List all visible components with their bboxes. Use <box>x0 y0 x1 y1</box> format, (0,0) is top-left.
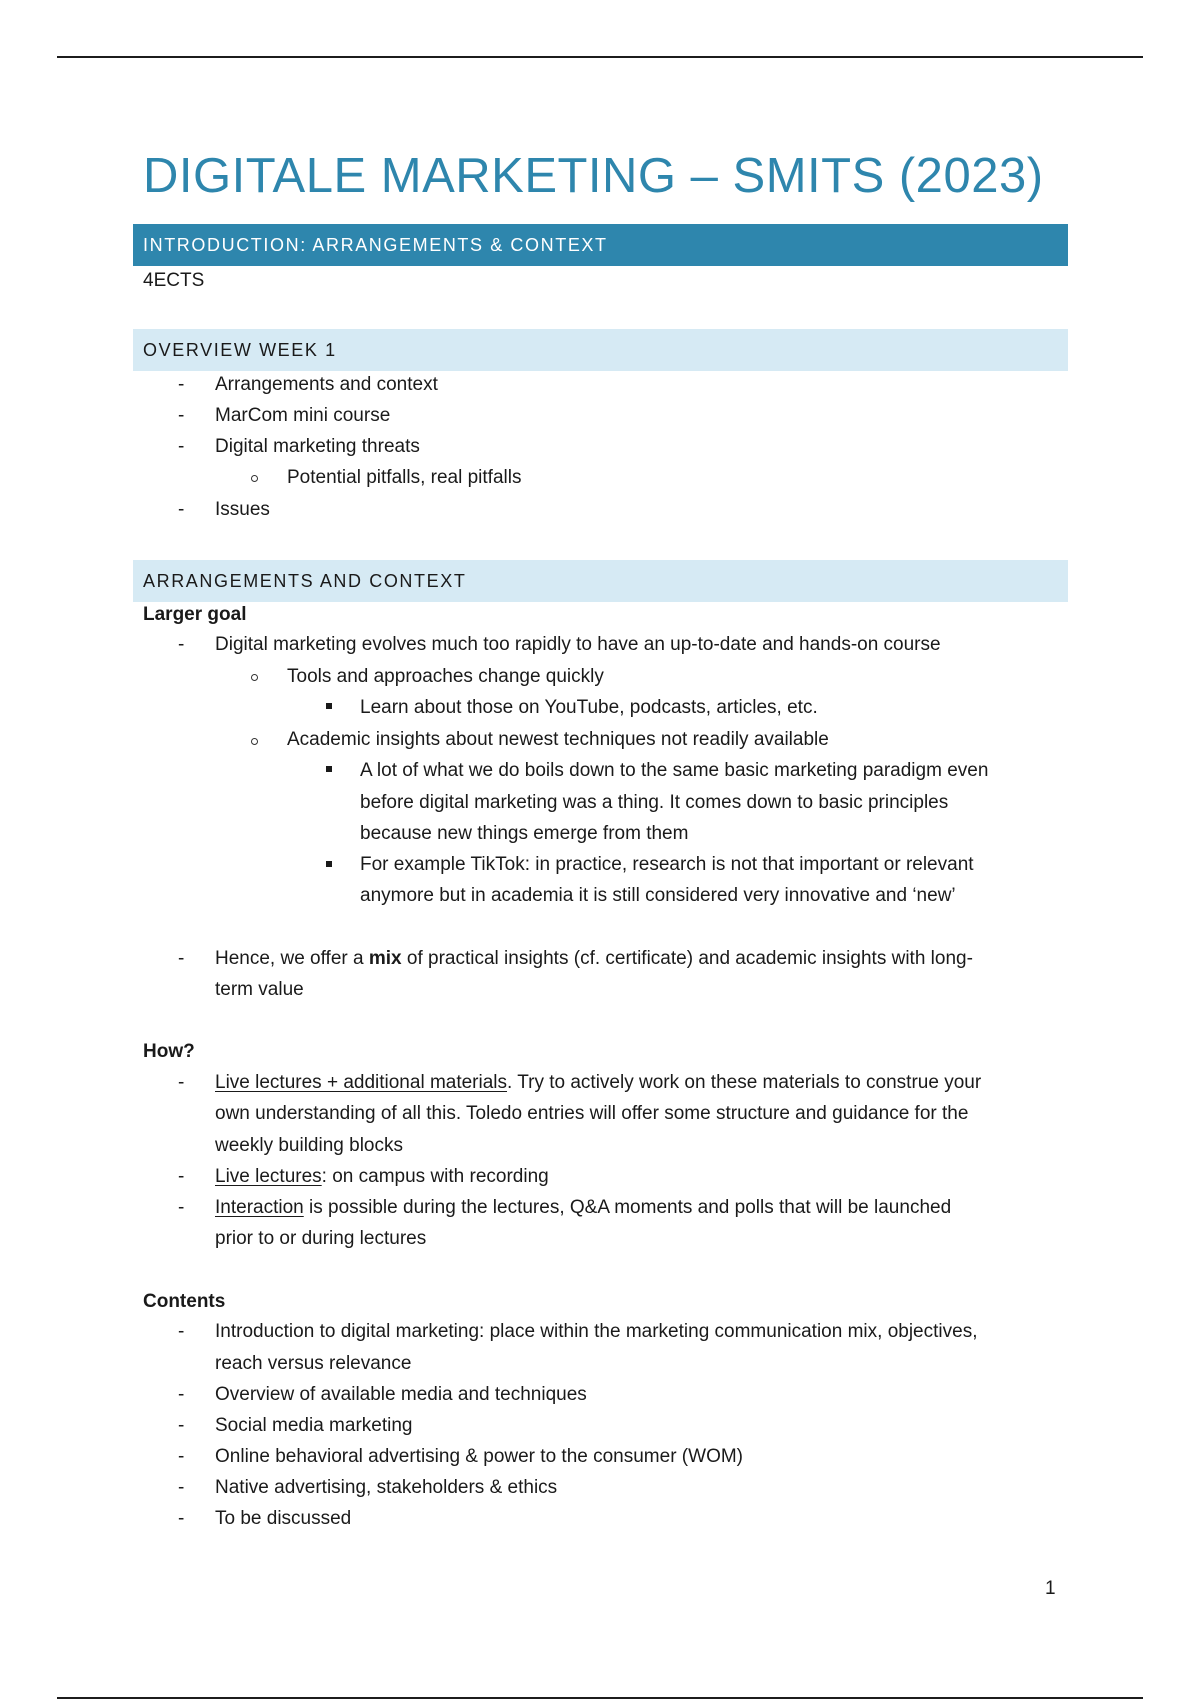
document-title: DIGITALE MARKETING – SMITS (2023) <box>143 149 1044 203</box>
list-item-line <box>215 1067 981 1098</box>
dash-bullet: - <box>178 634 185 655</box>
text-run: . Try to actively work on these materials to construe your <box>507 1072 982 1093</box>
list-item: Arrangements and context <box>215 374 438 395</box>
list-item: MarCom mini course <box>215 405 391 426</box>
list-item-line: reach versus relevance <box>215 1353 412 1374</box>
list-item-line: before digital marketing was a thing. It comes down to basic principles <box>360 792 949 813</box>
dash-bullet: - <box>178 1508 185 1529</box>
square-bullet-icon <box>326 703 332 709</box>
list-item-line: weekly building blocks <box>215 1135 403 1156</box>
text-run: Hence, we offer a <box>215 948 369 969</box>
list-item-line <box>215 943 973 974</box>
dash-bullet: - <box>178 1321 185 1342</box>
underlined-text-run: Live lectures <box>215 1166 322 1187</box>
dash-bullet: - <box>178 436 185 457</box>
circle-bullet-icon <box>251 738 258 745</box>
dash-bullet: - <box>178 1384 185 1405</box>
list-item: Digital marketing evolves much too rapidly to have an up-to-date and hands-on course <box>215 634 941 655</box>
page-number: 1 <box>1045 1578 1056 1599</box>
bottom-rule <box>57 1697 1143 1699</box>
subheading-how: How? <box>143 1041 195 1062</box>
list-item-line: anymore but in academia it is still considered very innovative and ‘new’ <box>360 885 956 906</box>
list-item-line: Introduction to digital marketing: place within the marketing communication mix, objectives, <box>215 1321 978 1342</box>
credits-text: 4ECTS <box>143 270 205 291</box>
list-item: Online behavioral advertising & power to the consumer (WOM) <box>215 1446 744 1467</box>
subheading-contents: Contents <box>143 1291 226 1312</box>
text-run: is possible during the lectures, Q&A moments and polls that will be launched <box>303 1197 952 1218</box>
list-item-line: For example TikTok: in practice, research is not that important or relevant <box>360 854 974 875</box>
list-item-line: term value <box>215 979 304 1000</box>
list-item: Native advertising, stakeholders & ethics <box>215 1477 558 1498</box>
list-item: Overview of available media and techniques <box>215 1384 587 1405</box>
list-item: To be discussed <box>215 1508 352 1529</box>
list-item: Digital marketing threats <box>215 436 420 457</box>
square-bullet-icon <box>326 766 332 772</box>
dash-bullet: - <box>178 499 185 520</box>
text-run: of practical insights (cf. certificate) and academic insights with long- <box>401 948 973 969</box>
list-item: Academic insights about newest techniques not readily available <box>287 729 829 750</box>
section-heading-introduction: INTRODUCTION: ARRANGEMENTS & CONTEXT <box>133 224 1068 266</box>
underlined-text-run: Live lectures + additional materials <box>215 1072 508 1093</box>
subheading-larger-goal: Larger goal <box>143 604 247 625</box>
underlined-text-run: Interaction <box>215 1197 304 1218</box>
dash-bullet: - <box>178 948 185 969</box>
list-item-line: own understanding of all this. Toledo entries will offer some structure and guidance for the <box>215 1103 969 1124</box>
dash-bullet: - <box>178 1415 185 1436</box>
dash-bullet: - <box>178 374 185 395</box>
section-heading-overview: OVERVIEW WEEK 1 <box>133 329 1068 371</box>
dash-bullet: - <box>178 1197 185 1218</box>
dash-bullet: - <box>178 1477 185 1498</box>
section-heading-arrangements: ARRANGEMENTS AND CONTEXT <box>133 560 1068 602</box>
list-item-line <box>215 1192 951 1223</box>
bold-text-run: mix <box>368 948 402 969</box>
list-item: Issues <box>215 499 270 520</box>
list-item-line <box>215 1161 549 1192</box>
list-item: Potential pitfalls, real pitfalls <box>287 467 522 488</box>
square-bullet-icon <box>326 861 332 867</box>
circle-bullet-icon <box>251 674 258 681</box>
list-item: Social media marketing <box>215 1415 413 1436</box>
dash-bullet: - <box>178 1072 185 1093</box>
dash-bullet: - <box>178 1446 185 1467</box>
list-item-line: prior to or during lectures <box>215 1228 427 1249</box>
dash-bullet: - <box>178 405 185 426</box>
dash-bullet: - <box>178 1166 185 1187</box>
top-rule <box>57 56 1143 58</box>
list-item-line: A lot of what we do boils down to the same basic marketing paradigm even <box>360 760 989 781</box>
list-item: Learn about those on YouTube, podcasts, articles, etc. <box>360 697 818 718</box>
circle-bullet-icon <box>251 475 258 482</box>
list-item-line: because new things emerge from them <box>360 823 689 844</box>
text-run: : on campus with recording <box>321 1166 549 1187</box>
list-item: Tools and approaches change quickly <box>287 666 604 687</box>
